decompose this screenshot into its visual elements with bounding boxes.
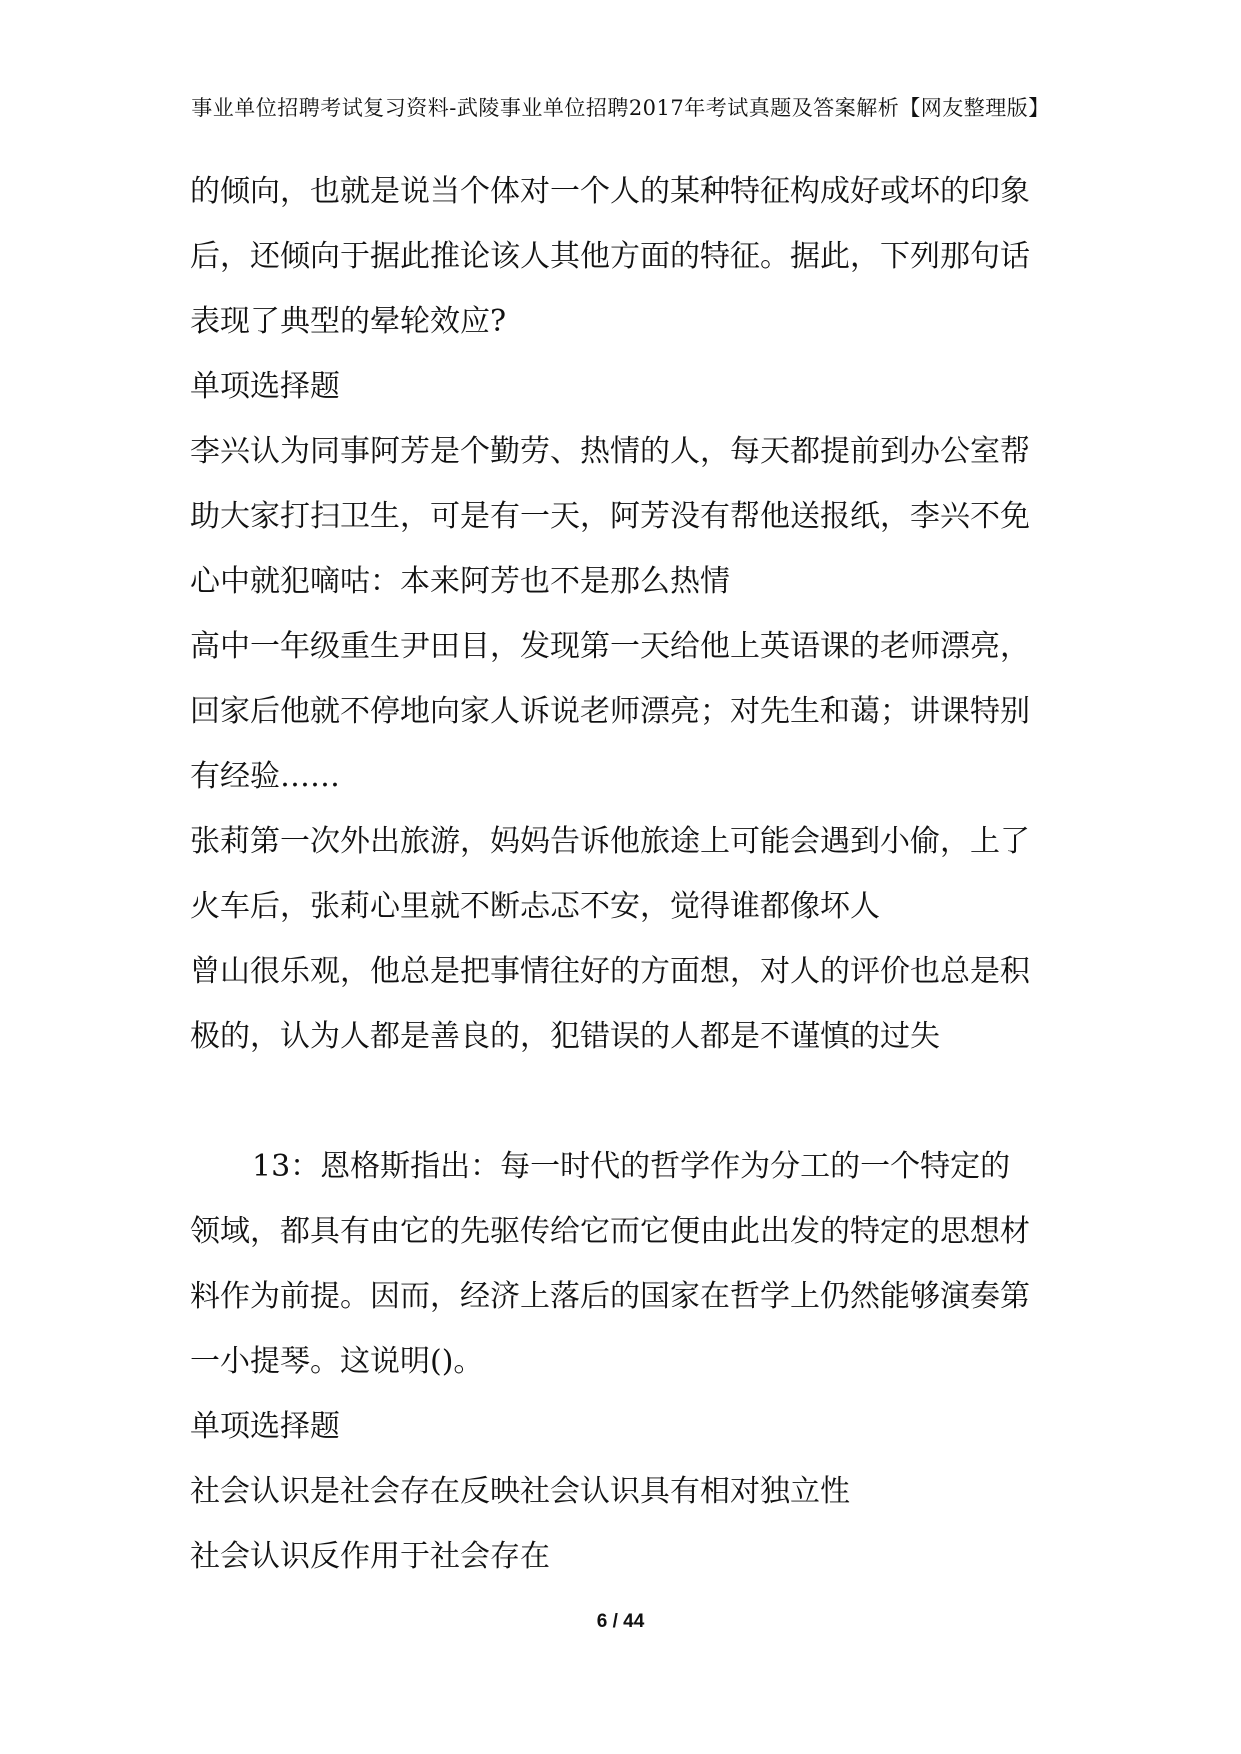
question-12-stem-line-2: 后，还倾向于据此推论该人其他方面的特征。据此，下列那句话 bbox=[190, 239, 1030, 274]
paragraph-gap bbox=[190, 1069, 1070, 1134]
option-line: 张莉第一次外出旅游，妈妈告诉他旅途上可能会遇到小偷，上了 bbox=[190, 824, 1030, 859]
document-body bbox=[190, 159, 1070, 1589]
option-line: 李兴认为同事阿芳是个勤劳、热情的人，每天都提前到办公室帮 bbox=[190, 434, 1030, 469]
option-line: 有经验…… bbox=[190, 759, 340, 794]
option-line: 社会认识反作用于社会存在 bbox=[190, 1539, 550, 1574]
question-13-stem-line-1: 13：恩格斯指出：每一时代的哲学作为分工的一个特定的 bbox=[252, 1149, 1011, 1184]
question-13-stem-line-3: 料作为前提。因而，经济上落后的国家在哲学上仍然能够演奏第 bbox=[190, 1279, 1030, 1314]
option-line: 回家后他就不停地向家人诉说老师漂亮；对先生和蔼；讲课特别 bbox=[190, 694, 1030, 729]
question-12-stem-line-3: 表现了典型的晕轮效应? bbox=[190, 304, 507, 339]
option-line: 助大家打扫卫生，可是有一天，阿芳没有帮他送报纸，李兴不免 bbox=[190, 499, 1030, 534]
page-number: 6 / 44 bbox=[596, 1611, 645, 1632]
question-12-stem-line-1: 的倾向，也就是说当个体对一个人的某种特征构成好或坏的印象 bbox=[190, 174, 1030, 209]
option-line: 社会认识是社会存在反映社会认识具有相对独立性 bbox=[190, 1474, 850, 1509]
page-header: 事业单位招聘考试复习资料-武陵事业单位招聘2017年考试真题及答案解析【网友整理版】 bbox=[191, 96, 1050, 120]
question-12-type: 单项选择题 bbox=[190, 369, 340, 404]
option-line: 曾山很乐观，他总是把事情往好的方面想，对人的评价也总是积 bbox=[190, 954, 1030, 989]
option-line: 高中一年级重生尹田目，发现第一天给他上英语课的老师漂亮， bbox=[190, 629, 1030, 664]
question-13-stem-line-2: 领域，都具有由它的先驱传给它而它便由此出发的特定的思想材 bbox=[190, 1214, 1030, 1249]
option-line: 火车后，张莉心里就不断忐忑不安，觉得谁都像坏人 bbox=[190, 889, 880, 924]
question-13-type: 单项选择题 bbox=[190, 1409, 340, 1444]
option-line: 极的，认为人都是善良的，犯错误的人都是不谨慎的过失 bbox=[190, 1019, 940, 1054]
option-line: 心中就犯嘀咕：本来阿芳也不是那么热情 bbox=[190, 564, 730, 599]
question-13-stem-line-4: 一小提琴。这说明()。 bbox=[190, 1344, 484, 1379]
